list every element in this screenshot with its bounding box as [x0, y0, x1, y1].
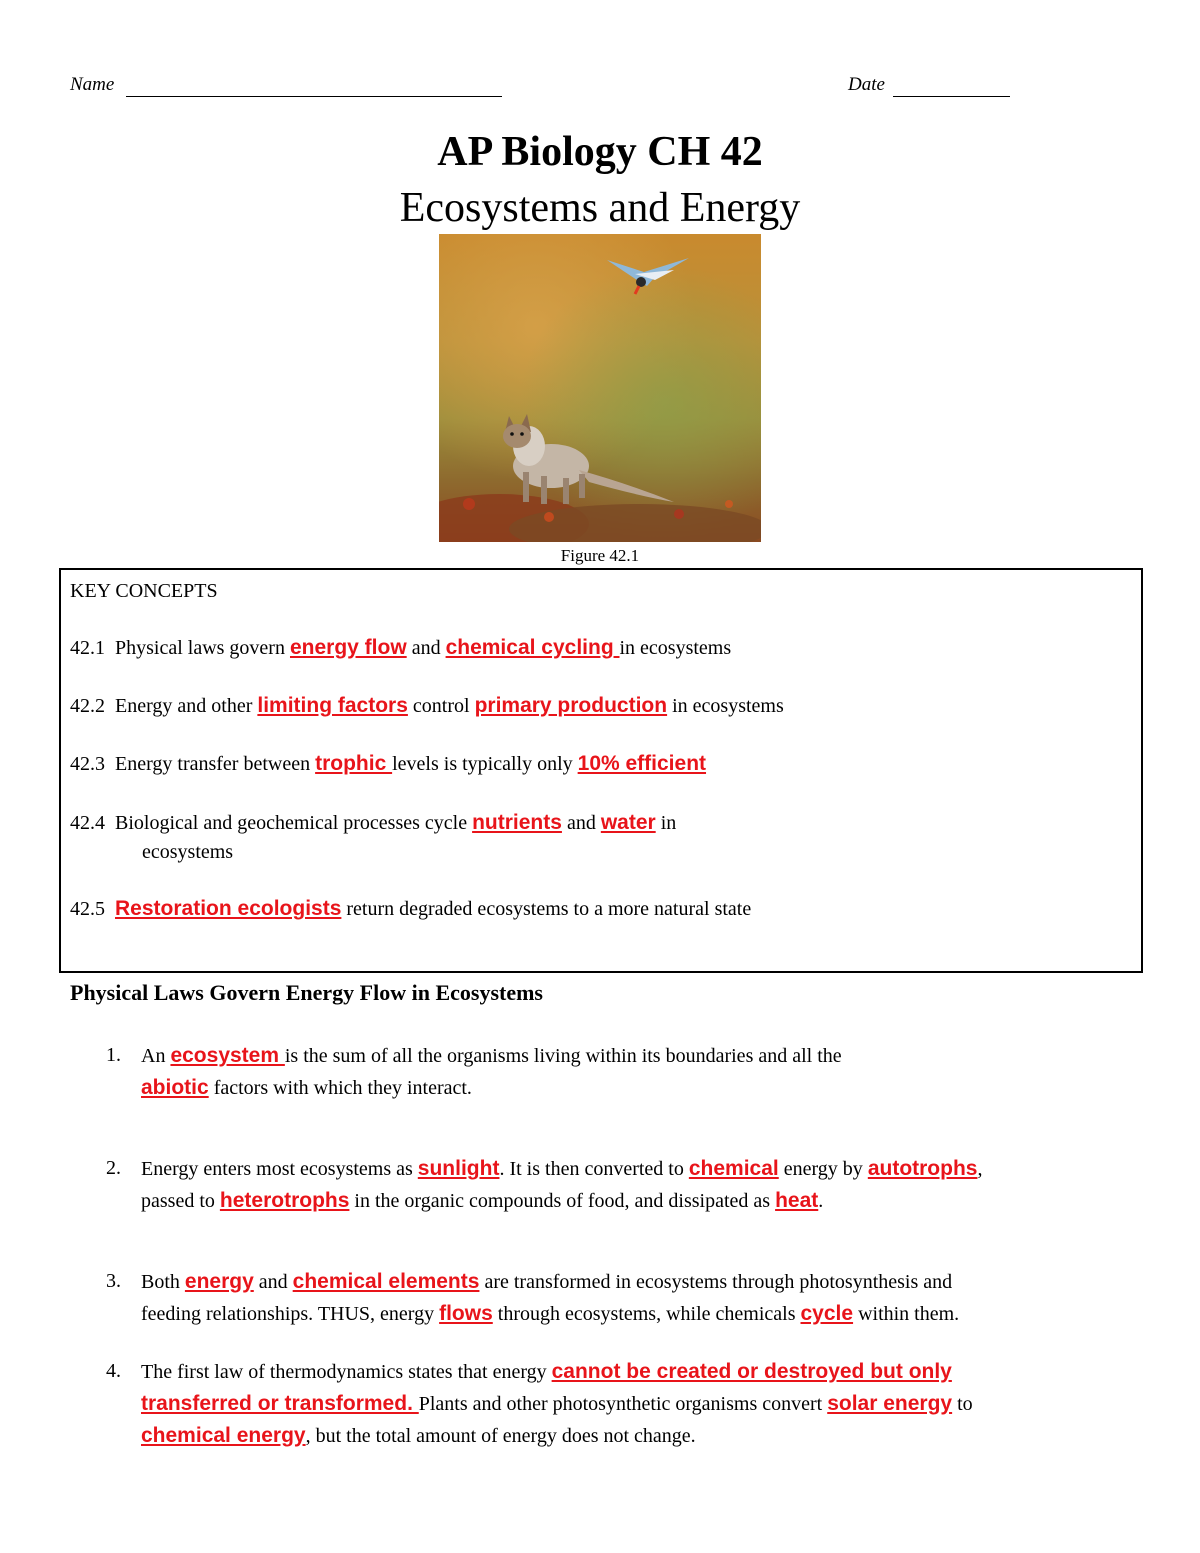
- question-4-line-3: [141, 1420, 696, 1452]
- question-text: energy by: [778, 1158, 868, 1180]
- key-concepts-heading: KEY CONCEPTS: [70, 580, 218, 602]
- question-text: are transformed in ecosystems through photosynthesis and: [479, 1271, 953, 1293]
- name-label: Name: [70, 74, 115, 95]
- answer-flows: flows: [439, 1302, 493, 1325]
- concept-text: Energy and other: [115, 695, 258, 717]
- key-concept-42-4-continued: ecosystems: [142, 841, 234, 863]
- answer-autotrophs: autotrophs: [867, 1157, 978, 1180]
- concept-text: control: [407, 695, 475, 717]
- answer-energy: energy: [184, 1270, 254, 1293]
- concept-number: 42.4: [70, 812, 105, 834]
- question-number: 3.: [106, 1270, 121, 1292]
- answer-energy-flow: energy flow: [289, 636, 407, 659]
- page-subtitle: Ecosystems and Energy: [399, 185, 801, 231]
- answer-transferred-or-transformed: transferred or transformed.: [141, 1392, 419, 1415]
- question-1-line-2: [141, 1072, 472, 1104]
- concept-number: 42.1: [70, 637, 105, 659]
- question-text: feeding relationships. THUS, energy: [141, 1303, 440, 1325]
- question-1-line-1: [141, 1040, 842, 1072]
- question-text: Plants and other photosynthetic organisms convert: [418, 1393, 828, 1415]
- question-text: The first law of thermodynamics states that energy: [141, 1361, 552, 1383]
- question-text: is the sum of all the organisms living within its boundaries and all the: [284, 1045, 842, 1067]
- question-text: in the organic compounds of food, and dissipated as: [349, 1190, 776, 1212]
- question-text: .: [818, 1190, 824, 1212]
- answer-chemical: chemical: [688, 1157, 779, 1180]
- answer-ecosystem: ecosystem: [170, 1044, 285, 1067]
- question-number: 4.: [106, 1360, 121, 1382]
- question-2-line-1: [141, 1153, 982, 1185]
- answer-trophic: trophic: [315, 752, 393, 775]
- concept-number: 42.3: [70, 753, 105, 775]
- date-blank-line: [893, 96, 1010, 97]
- figure-caption: Figure 42.1: [560, 546, 640, 565]
- question-4-line-2: [141, 1388, 973, 1420]
- answer-cycle: cycle: [800, 1302, 854, 1325]
- question-4-line-1: [141, 1356, 952, 1388]
- question-text: ,: [977, 1158, 983, 1180]
- key-concept-42-5: [70, 897, 751, 921]
- concept-number: 42.2: [70, 695, 105, 717]
- answer-cannot-be-created: cannot be created or destroyed but only: [551, 1360, 952, 1383]
- key-concept-42-1: [70, 636, 731, 660]
- answer-limiting-factors: limiting factors: [257, 694, 408, 717]
- name-blank-line: [126, 96, 502, 97]
- question-text: and: [253, 1271, 293, 1293]
- answer-water: water: [600, 811, 656, 834]
- answer-heat: heat: [775, 1189, 819, 1212]
- key-concept-42-2: [70, 694, 784, 718]
- question-text: factors with which they interact.: [208, 1077, 472, 1099]
- page-title: AP Biology CH 42: [437, 129, 763, 175]
- question-3-line-2: [141, 1298, 959, 1330]
- answer-primary-production: primary production: [474, 694, 668, 717]
- answer-chemical-elements: chemical elements: [292, 1270, 480, 1293]
- question-text: Energy enters most ecosystems as: [141, 1158, 418, 1180]
- concept-text: Biological and geochemical processes cycle: [115, 812, 473, 834]
- question-number: 2.: [106, 1157, 121, 1179]
- figure-image: [439, 234, 761, 542]
- question-text: An: [141, 1045, 171, 1067]
- concept-text: Physical laws govern: [115, 637, 290, 659]
- concept-text: and: [406, 637, 446, 659]
- concept-text: Energy transfer between: [115, 753, 316, 775]
- question-text: through ecosystems, while chemicals: [492, 1303, 801, 1325]
- answer-restoration-ecologists: Restoration ecologists: [115, 897, 342, 920]
- concept-number: 42.5: [70, 898, 105, 920]
- section-heading: Physical Laws Govern Energy Flow in Ecosystems: [70, 980, 543, 1005]
- question-text: Both: [141, 1271, 185, 1293]
- key-concept-42-3: [70, 752, 706, 776]
- concept-text: and: [561, 812, 601, 834]
- answer-heterotrophs: heterotrophs: [219, 1189, 350, 1212]
- answer-sunlight: sunlight: [417, 1157, 500, 1180]
- answer-10-percent-efficient: 10% efficient: [577, 752, 707, 775]
- question-text: within them.: [853, 1303, 960, 1325]
- concept-text: in ecosystems: [619, 637, 732, 659]
- concept-text: return degraded ecosystems to a more natural state: [341, 898, 752, 920]
- concept-text: levels is typically only: [392, 753, 578, 775]
- answer-chemical-energy: chemical energy: [141, 1424, 306, 1447]
- question-text: to: [952, 1393, 973, 1415]
- question-text: passed to: [141, 1190, 220, 1212]
- question-text: . It is then converted to: [499, 1158, 689, 1180]
- answer-nutrients: nutrients: [472, 811, 562, 834]
- answer-chemical-cycling: chemical cycling: [445, 636, 620, 659]
- date-label: Date: [848, 74, 885, 95]
- answer-solar-energy: solar energy: [827, 1392, 953, 1415]
- key-concept-42-4: [70, 811, 676, 835]
- question-text: , but the total amount of energy does not change.: [305, 1425, 696, 1447]
- answer-abiotic: abiotic: [141, 1076, 209, 1099]
- question-2-line-2: [141, 1185, 823, 1217]
- concept-text: in: [655, 812, 677, 834]
- question-number: 1.: [106, 1044, 121, 1066]
- fox-and-tern-illustration: [439, 234, 761, 542]
- concept-text: in ecosystems: [667, 695, 784, 717]
- question-3-line-1: [141, 1266, 952, 1298]
